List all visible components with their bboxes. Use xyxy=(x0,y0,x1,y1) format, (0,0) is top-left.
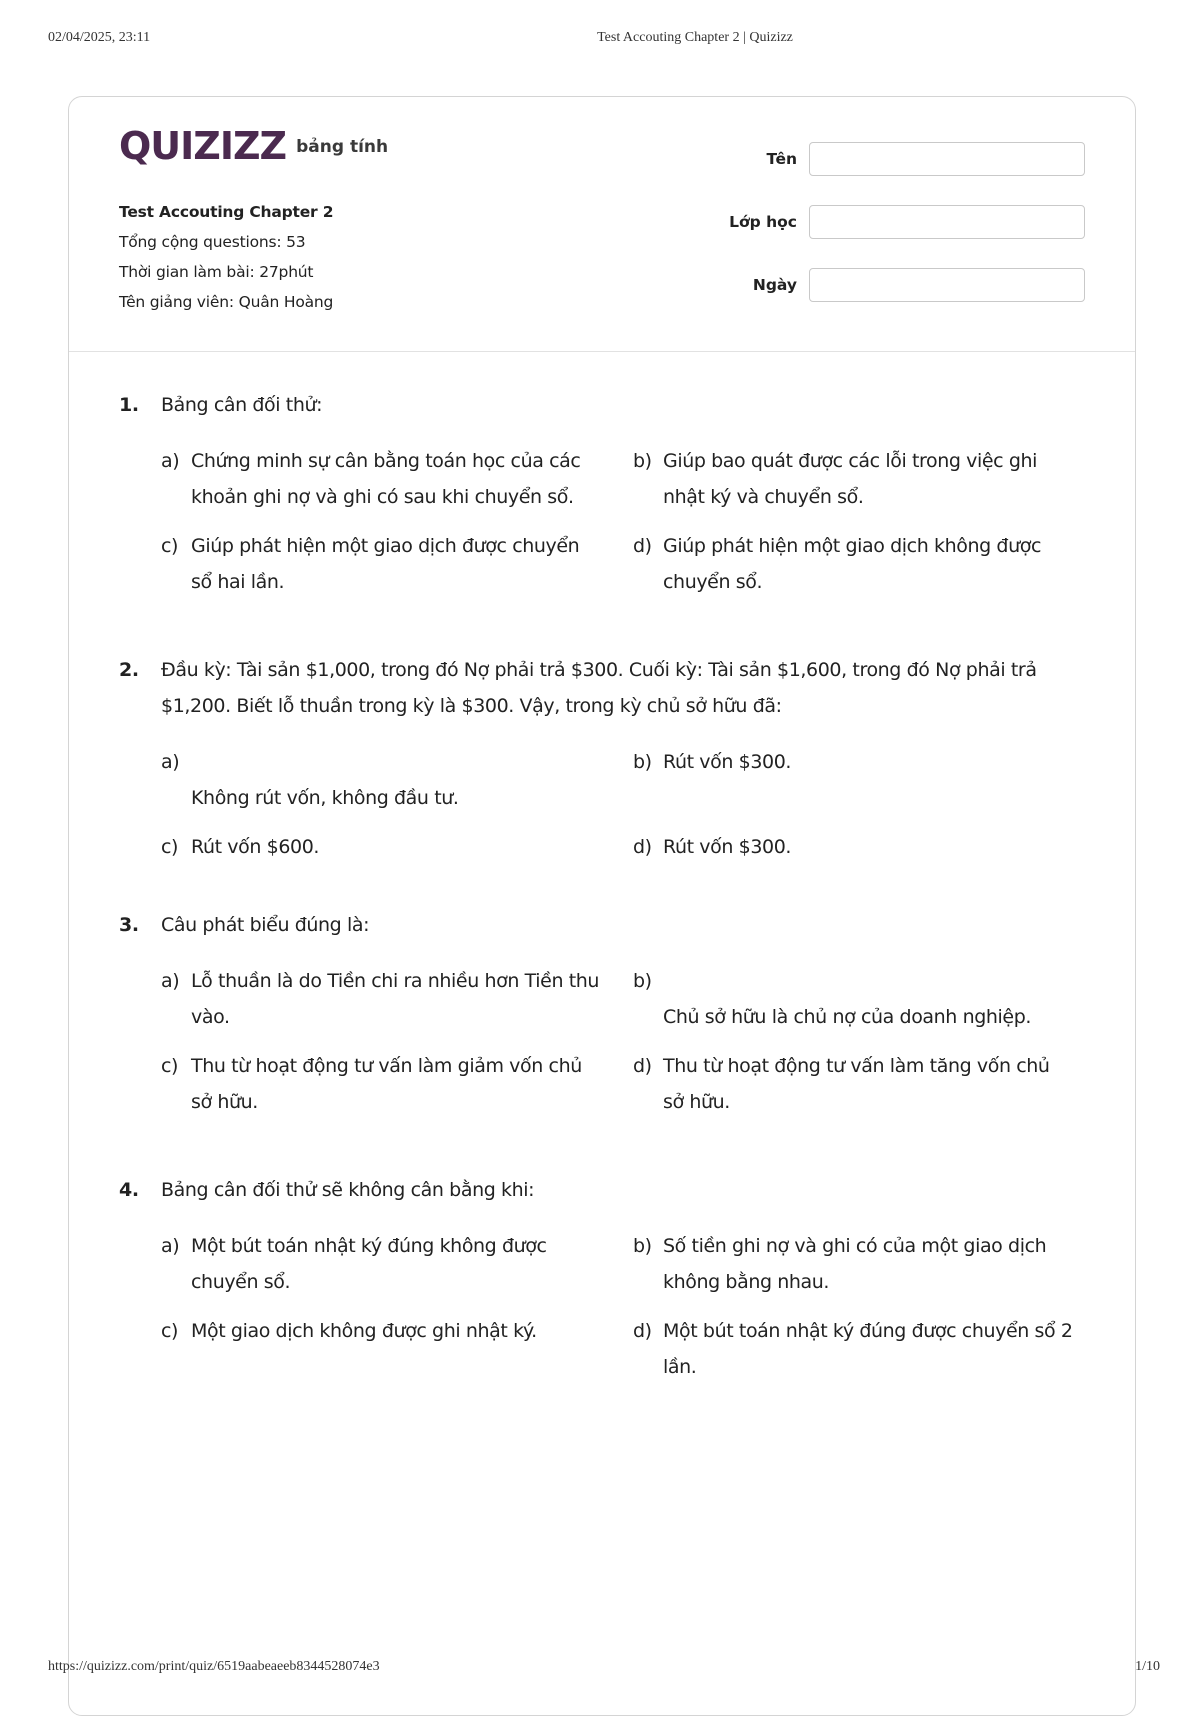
option-a xyxy=(161,1228,601,1300)
option-a xyxy=(161,744,601,816)
option-text: Rút vốn $300. xyxy=(663,836,792,858)
option-b xyxy=(633,744,1073,780)
quiz-title: Test Accouting Chapter 2 xyxy=(119,203,334,221)
question-number: 4. xyxy=(119,1179,139,1201)
question-number: 1. xyxy=(119,394,139,416)
option-d xyxy=(633,1313,1073,1385)
logo-subtitle: bảng tính xyxy=(296,137,389,157)
question-2 xyxy=(119,652,1089,864)
class-input[interactable] xyxy=(809,205,1085,239)
option-text: Lỗ thuần là do Tiền chi ra nhiều hơn Tiền thu vào. xyxy=(191,970,600,1028)
teacher-name: Tên giảng viên: Quân Hoàng xyxy=(119,293,334,311)
worksheet-header xyxy=(69,97,1135,352)
option-c xyxy=(161,1048,601,1120)
question-stem xyxy=(119,652,1089,724)
print-title: Test Accouting Chapter 2 | Quizizz xyxy=(597,30,793,45)
option-letter: b) xyxy=(633,450,652,472)
option-d xyxy=(633,1048,1073,1120)
option-letter: d) xyxy=(633,836,652,858)
option-letter: b) xyxy=(633,1235,652,1257)
option-b xyxy=(633,963,1073,1035)
question-3 xyxy=(119,907,1089,1123)
option-text: Thu từ hoạt động tư vấn làm tăng vốn chủ sở hữu. xyxy=(663,1055,1050,1113)
option-letter: c) xyxy=(161,535,179,557)
question-text: Đầu kỳ: Tài sản $1,000, trong đó Nợ phải trả $300. Cuối kỳ: Tài sản $1,600, trong đó Nợ phải trả $1,200. Biết lỗ thuần trong kỳ là $300. Vậy, trong kỳ chủ sở hữu đã: xyxy=(161,659,1037,717)
question-text: Bảng cân đối thử sẽ không cân bằng khi: xyxy=(161,1179,535,1201)
option-letter: c) xyxy=(161,1320,179,1342)
option-list xyxy=(161,443,1089,603)
option-list xyxy=(161,1228,1089,1388)
option-text: Một bút toán nhật ký đúng không được chuyển sổ. xyxy=(191,1235,547,1293)
class-row xyxy=(685,204,1085,240)
option-b xyxy=(633,1228,1073,1300)
option-a xyxy=(161,963,601,1035)
option-text: Giúp bao quát được các lỗi trong việc ghi nhật ký và chuyển sổ. xyxy=(663,450,1038,508)
print-datetime: 02/04/2025, 23:11 xyxy=(48,30,151,45)
duration: Thời gian làm bài: 27phút xyxy=(119,263,314,281)
option-letter: a) xyxy=(161,970,180,992)
option-text: Giúp phát hiện một giao dịch không được chuyển sổ. xyxy=(663,535,1041,593)
student-fields xyxy=(685,141,1085,330)
option-letter: d) xyxy=(633,1320,652,1342)
option-c xyxy=(161,1313,601,1349)
option-d xyxy=(633,829,1073,865)
option-text: Không rút vốn, không đầu tư. xyxy=(191,787,459,809)
option-c xyxy=(161,528,601,600)
date-input[interactable] xyxy=(809,268,1085,302)
name-label: Tên xyxy=(766,150,797,168)
option-letter: a) xyxy=(161,1235,180,1257)
quizizz-logo xyxy=(119,124,389,168)
option-letter: c) xyxy=(161,836,179,858)
question-number: 3. xyxy=(119,914,139,936)
logo-wordmark: QUIZIZZ xyxy=(119,124,287,168)
question-text: Bảng cân đối thử: xyxy=(161,394,323,416)
question-stem xyxy=(119,907,1089,943)
option-text: Một giao dịch không được ghi nhật ký. xyxy=(191,1320,537,1342)
question-text: Câu phát biểu đúng là: xyxy=(161,914,370,936)
option-letter: a) xyxy=(161,450,180,472)
name-row xyxy=(685,141,1085,177)
question-stem xyxy=(119,387,1089,423)
date-label: Ngày xyxy=(752,276,797,294)
option-text: Thu từ hoạt động tư vấn làm giảm vốn chủ sở hữu. xyxy=(191,1055,582,1113)
option-letter: b) xyxy=(633,751,652,773)
print-footer xyxy=(0,1659,1200,1679)
option-letter: b) xyxy=(633,970,652,992)
option-c xyxy=(161,829,601,865)
option-letter: d) xyxy=(633,535,652,557)
option-d xyxy=(633,528,1073,600)
worksheet-card xyxy=(68,96,1136,1716)
question-stem xyxy=(119,1172,1089,1208)
name-input[interactable] xyxy=(809,142,1085,176)
option-text: Một bút toán nhật ký đúng được chuyển sổ 2 lần. xyxy=(663,1320,1073,1378)
option-text: Rút vốn $300. xyxy=(663,751,792,773)
quiz-meta xyxy=(119,197,333,317)
page-number: 1/10 xyxy=(1135,1659,1160,1674)
total-questions: Tổng cộng questions: 53 xyxy=(119,233,306,251)
option-letter: a) xyxy=(161,751,180,773)
option-letter: d) xyxy=(633,1055,652,1077)
print-url: https://quizizz.com/print/quiz/6519aabeaeeb8344528074e3 xyxy=(48,1659,380,1674)
option-text: Chứng minh sự cân bằng toán học của các khoản ghi nợ và ghi có sau khi chuyển sổ. xyxy=(191,450,581,508)
option-a xyxy=(161,443,601,515)
option-list xyxy=(161,963,1089,1123)
question-4 xyxy=(119,1172,1089,1388)
print-header xyxy=(0,30,1200,50)
question-1 xyxy=(119,387,1089,603)
option-letter: c) xyxy=(161,1055,179,1077)
option-text: Giúp phát hiện một giao dịch được chuyển sổ hai lần. xyxy=(191,535,580,593)
question-number: 2. xyxy=(119,659,139,681)
class-label: Lớp học xyxy=(729,213,797,231)
date-row xyxy=(685,267,1085,303)
option-text: Số tiền ghi nợ và ghi có của một giao dịch không bằng nhau. xyxy=(663,1235,1047,1293)
option-b xyxy=(633,443,1073,515)
option-text: Chủ sở hữu là chủ nợ của doanh nghiệp. xyxy=(663,1006,1031,1028)
option-text: Rút vốn $600. xyxy=(191,836,320,858)
option-list xyxy=(161,744,1089,864)
